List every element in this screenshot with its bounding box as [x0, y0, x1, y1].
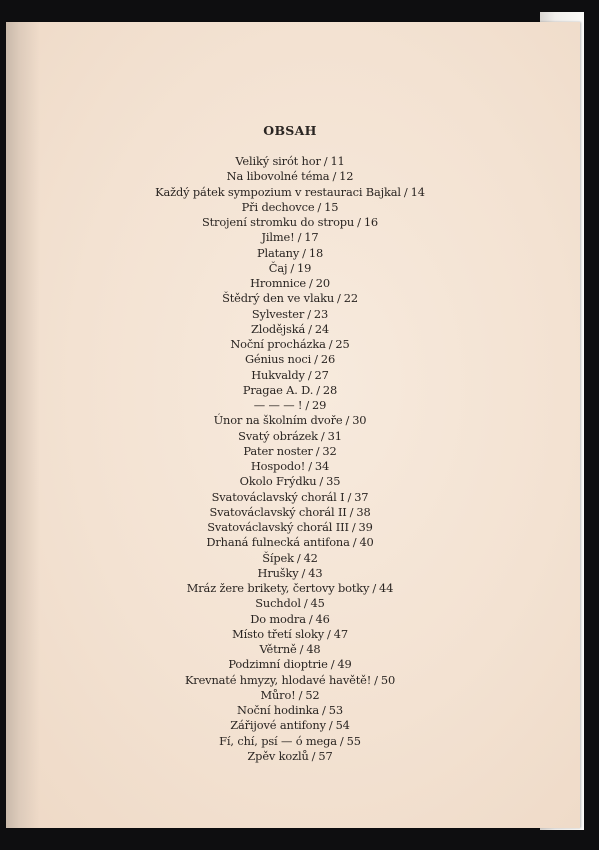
- toc-entry-page-number: 40: [359, 535, 374, 550]
- toc-entry-title: Hukvaldy: [251, 367, 305, 382]
- toc-entry-page-number: 49: [337, 657, 352, 672]
- toc-separator: /: [345, 413, 350, 428]
- toc-entry-title: Každý pátek sympozium v restauraci Bajkal: [155, 184, 401, 199]
- toc-separator: /: [328, 337, 333, 351]
- toc-entry-title: Větrně: [259, 642, 297, 656]
- toc-entry: [6, 703, 574, 718]
- toc-separator: /: [337, 291, 341, 306]
- toc-entry-page-number: 22: [343, 291, 358, 306]
- toc-entry: [6, 505, 574, 520]
- toc-entry-title: Do modra: [250, 611, 306, 626]
- toc-separator: /: [372, 581, 377, 595]
- toc-entry-title: Svatováclavský chorál I: [211, 489, 345, 504]
- toc-entry-page-number: 45: [310, 596, 325, 611]
- toc-entry-title: Pater noster: [243, 443, 313, 458]
- toc-entry: [6, 261, 574, 276]
- page-title: OBSAH: [263, 123, 317, 138]
- toc-entry: [6, 337, 574, 352]
- toc-separator: /: [311, 748, 316, 763]
- toc-separator: /: [349, 504, 354, 519]
- toc-entry: [6, 551, 574, 566]
- toc-entry-page-number: 37: [354, 489, 369, 504]
- toc-entry: [6, 291, 574, 306]
- toc-entry-page-number: 55: [346, 733, 361, 748]
- toc-list: [6, 154, 574, 764]
- toc-entry: [6, 444, 574, 459]
- toc-entry: [6, 230, 574, 245]
- toc-entry: [6, 169, 574, 184]
- toc-entry-title: Drhaná fulnecká antifona: [206, 535, 350, 550]
- toc-separator: /: [290, 260, 295, 275]
- toc-entry-title: Fí, chí, psí — ó mega: [219, 733, 337, 748]
- toc-entry-page-number: 17: [304, 230, 319, 245]
- toc-separator: /: [308, 459, 312, 473]
- toc-entry: [6, 246, 574, 261]
- toc-entry: [6, 413, 574, 428]
- toc-separator: /: [307, 306, 311, 321]
- toc-entry-title: Svatováclavský chorál III: [207, 520, 349, 534]
- toc-separator: /: [315, 443, 320, 458]
- toc-entry-title: Podzimní dioptrie: [228, 657, 328, 672]
- toc-entry: [6, 535, 574, 550]
- toc-entry: [6, 429, 574, 444]
- toc-separator: /: [305, 398, 310, 412]
- toc-entry: [6, 398, 574, 413]
- toc-entry-title: Čaj: [268, 260, 288, 275]
- toc-entry-page-number: 43: [308, 565, 323, 580]
- toc-entry: [6, 383, 574, 398]
- toc-entry-page-number: 54: [335, 718, 350, 733]
- spine-gutter-shadow: [6, 22, 40, 828]
- toc-entry: [6, 627, 574, 642]
- toc-entry-title: Génius noci: [244, 352, 312, 367]
- toc-entry: [6, 673, 574, 688]
- toc-entry-page-number: 38: [356, 504, 371, 519]
- toc-entry: [6, 154, 574, 169]
- toc-entry-page-number: 44: [379, 581, 394, 595]
- toc-entry: [6, 688, 574, 703]
- toc-entry-title: Zlodějská: [250, 321, 306, 336]
- toc-separator: /: [317, 199, 322, 214]
- toc-entry: [6, 612, 574, 627]
- toc-entry-title: Svatý obrázek: [238, 428, 318, 443]
- toc-entry-page-number: 19: [297, 260, 312, 275]
- toc-separator: /: [352, 535, 357, 550]
- toc-entry-page-number: 29: [312, 398, 327, 412]
- toc-entry-page-number: 28: [322, 382, 338, 397]
- contents-page: [6, 22, 580, 828]
- toc-entry-title: Šípek: [262, 550, 294, 565]
- toc-separator: /: [297, 230, 302, 245]
- toc-separator: /: [308, 611, 313, 626]
- toc-entry-page-number: 16: [363, 215, 379, 229]
- toc-separator: /: [308, 321, 312, 336]
- toc-entry: [6, 459, 574, 474]
- toc-entry-page-number: 27: [314, 367, 329, 382]
- toc-entry-page-number: 11: [330, 154, 345, 168]
- toc-entry-page-number: 39: [358, 520, 373, 534]
- toc-separator: /: [301, 565, 306, 580]
- toc-entry: [6, 734, 574, 749]
- toc-entry: [6, 657, 574, 672]
- toc-entry-title: Veliký sirót hor: [235, 154, 321, 168]
- toc-entry-title: Hromnice: [250, 276, 307, 290]
- toc-entry-page-number: 23: [313, 306, 329, 321]
- toc-entry-title: Štědrý den ve vlaku: [222, 291, 335, 306]
- toc-entry-title: Únor na školním dvoře: [213, 413, 343, 428]
- toc-entry: [6, 566, 574, 581]
- toc-entry: [6, 368, 574, 383]
- toc-entry-title: Místo třetí sloky: [232, 626, 325, 641]
- toc-separator: /: [351, 520, 356, 534]
- toc-separator: /: [327, 626, 331, 641]
- toc-separator: /: [299, 642, 304, 656]
- toc-entry-page-number: 24: [314, 321, 330, 336]
- toc-entry-title: Hospodo!: [250, 459, 306, 473]
- toc-separator: /: [328, 718, 333, 733]
- toc-entry-title: Jilme!: [261, 230, 295, 245]
- toc-entry-title: Mráz žere brikety, čertovy botky: [186, 581, 370, 595]
- toc-entry-page-number: 12: [339, 169, 354, 184]
- toc-entry: [6, 352, 574, 367]
- toc-separator: /: [298, 687, 303, 702]
- toc-separator: /: [319, 474, 324, 489]
- toc-entry-title: Svatováclavský chorál II: [209, 504, 347, 519]
- toc-entry-page-number: 31: [327, 428, 342, 443]
- toc-entry-page-number: 53: [328, 703, 343, 717]
- toc-entry-page-number: 46: [315, 611, 330, 626]
- toc-entry-page-number: 48: [306, 642, 321, 656]
- toc-entry-title: Při dechovce: [241, 199, 315, 214]
- toc-entry: [6, 718, 574, 733]
- toc-entry-page-number: 25: [335, 337, 350, 351]
- toc-entry: [6, 185, 574, 200]
- toc-entry-title: Noční hodinka: [237, 703, 320, 717]
- toc-entry-page-number: 30: [352, 413, 367, 428]
- toc-entry: [6, 596, 574, 611]
- toc-separator: /: [323, 154, 328, 168]
- toc-entry-page-number: 57: [318, 748, 333, 763]
- toc-entry-page-number: 32: [322, 443, 337, 458]
- toc-entry-title: Platany: [256, 245, 300, 260]
- toc-separator: /: [403, 184, 408, 199]
- toc-entry: [6, 520, 574, 535]
- toc-separator: /: [303, 596, 308, 611]
- toc-entry: [6, 474, 574, 489]
- toc-entry-title: Můro!: [260, 687, 296, 702]
- toc-entry-page-number: 47: [333, 626, 348, 641]
- toc-entry: [6, 490, 574, 505]
- toc-separator: /: [309, 276, 313, 290]
- toc-entry-page-number: 34: [314, 459, 330, 473]
- toc-separator: /: [339, 733, 344, 748]
- toc-entry-page-number: 42: [303, 550, 318, 565]
- toc-entry: [6, 642, 574, 657]
- toc-entry-title: Zářijové antifony: [230, 718, 326, 733]
- toc-entry-page-number: 26: [320, 352, 336, 367]
- toc-entry-title: Na libovolné téma: [226, 169, 330, 184]
- toc-entry-page-number: 15: [324, 199, 339, 214]
- toc-separator: /: [307, 367, 312, 382]
- toc-separator: /: [330, 657, 335, 672]
- toc-entry-title: Pragae A. D.: [242, 382, 314, 397]
- toc-entry-page-number: 14: [410, 184, 425, 199]
- toc-entry-page-number: 20: [315, 276, 330, 290]
- toc-entry-title: — — — !: [253, 398, 303, 412]
- toc-entry: [6, 215, 574, 230]
- toc-separator: /: [314, 352, 318, 367]
- toc-entry-title: Krevnaté hmyzy, hlodavé havětě!: [184, 672, 372, 687]
- toc-entry-title: Zpěv kozlů: [247, 748, 309, 763]
- toc-entry: [6, 749, 574, 764]
- toc-entry-page-number: 18: [308, 245, 324, 260]
- toc-entry: [6, 322, 574, 337]
- toc-entry-title: Okolo Frýdku: [239, 474, 317, 489]
- toc-separator: /: [374, 672, 378, 687]
- toc-entry-title: Sylvester: [251, 306, 305, 321]
- toc-separator: /: [316, 382, 320, 397]
- toc-separator: /: [322, 703, 326, 717]
- toc-separator: /: [347, 489, 352, 504]
- toc-entry-page-number: 50: [380, 672, 396, 687]
- toc-entry: [6, 581, 574, 596]
- toc-separator: /: [296, 550, 301, 565]
- toc-entry-title: Suchdol: [255, 596, 301, 611]
- toc-entry-title: Noční procházka: [230, 337, 326, 351]
- toc-separator: /: [357, 215, 361, 229]
- toc-separator: /: [320, 428, 325, 443]
- toc-separator: /: [332, 169, 337, 184]
- toc-separator: /: [302, 245, 306, 260]
- toc-entry-title: Hrušky: [257, 565, 299, 580]
- toc-entry-title: Strojení stromku do stropu: [201, 215, 355, 229]
- toc-entry-page-number: 52: [305, 687, 320, 702]
- toc-entry: [6, 307, 574, 322]
- toc-entry: [6, 200, 574, 215]
- toc-entry-page-number: 35: [326, 474, 341, 489]
- toc-entry: [6, 276, 574, 291]
